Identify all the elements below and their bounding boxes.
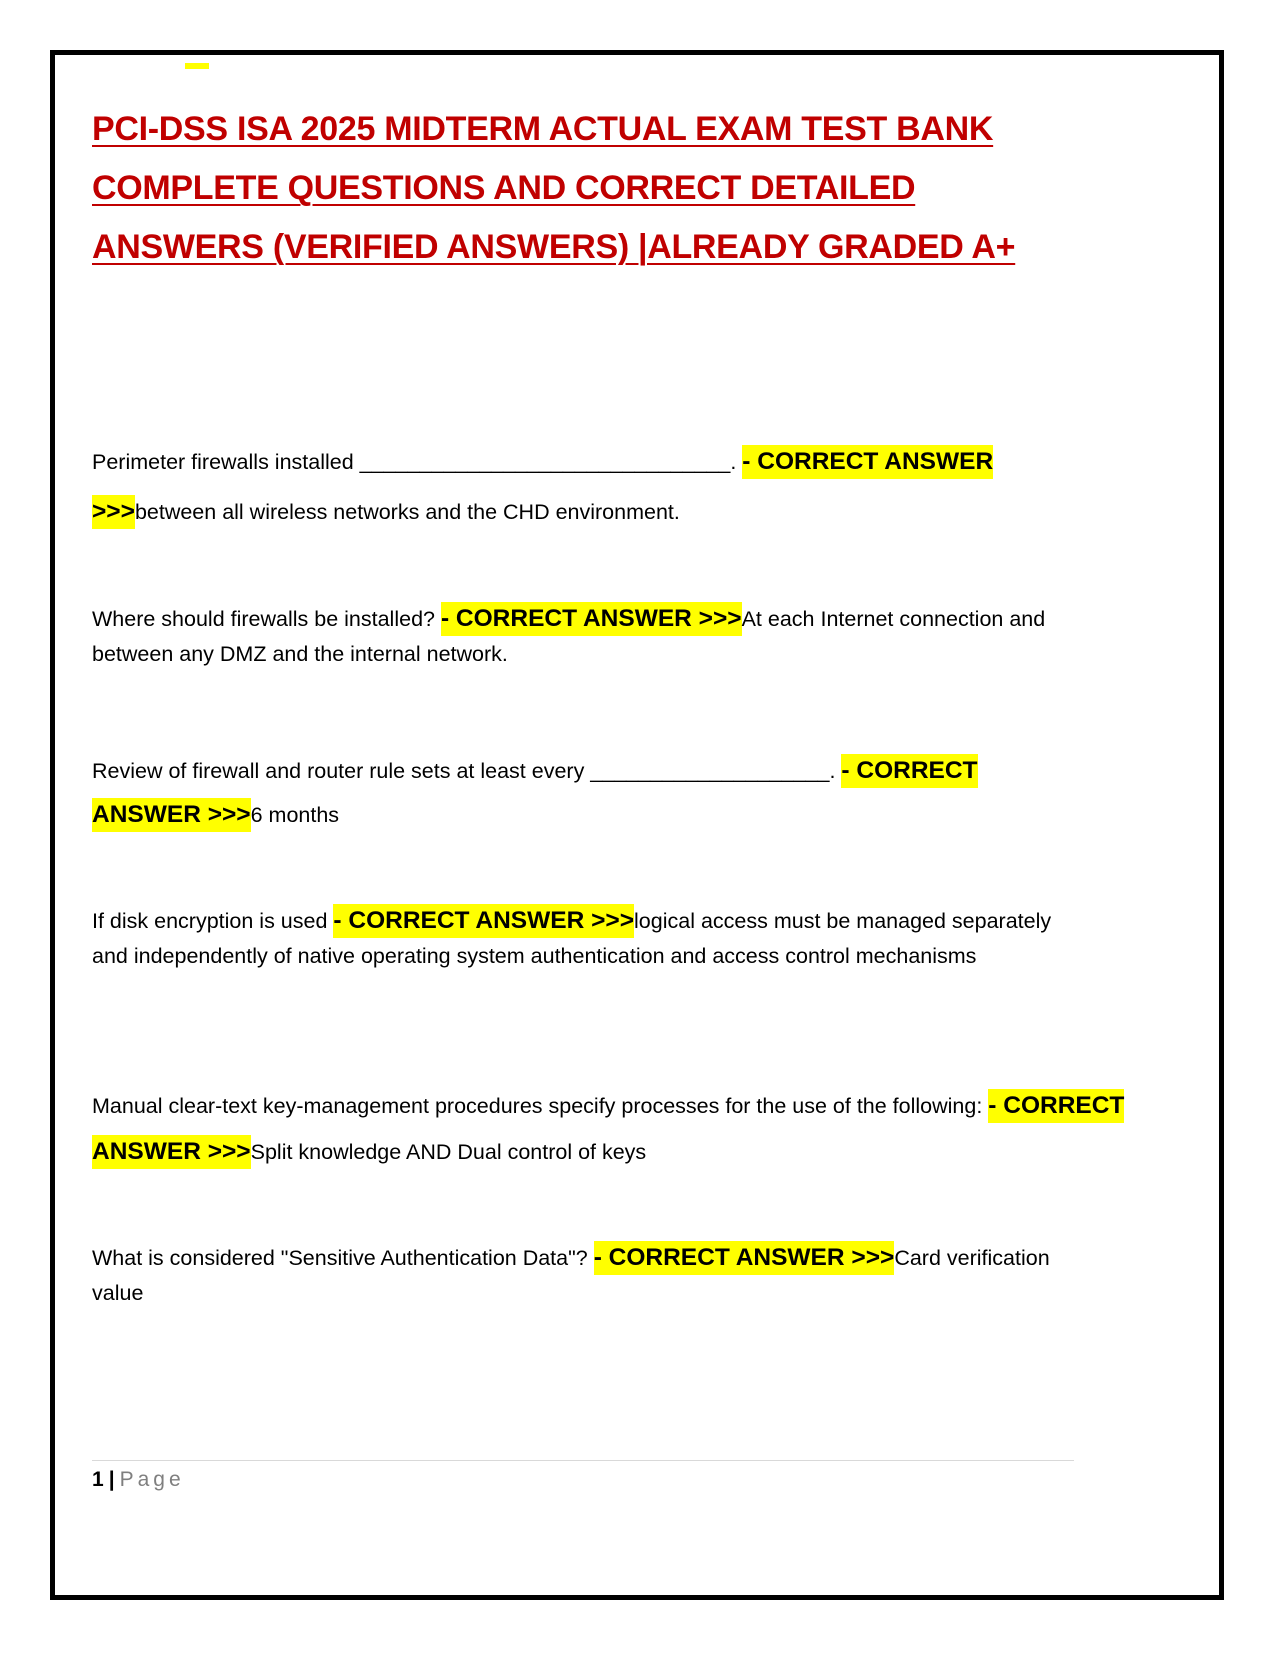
question-text: What is considered "Sensitive Authentication Data"? [92, 1246, 588, 1270]
question-text: Review of firewall and router rule sets at least every ____________________. [92, 759, 836, 783]
answer-text: between all wireless networks and the CHD environment. [134, 500, 680, 524]
footer-separator: | [108, 1468, 115, 1491]
correct-answer-marker: - CORRECT ANSWER >>> [594, 1241, 895, 1275]
footer-divider [92, 1460, 1074, 1461]
qa-item-2 [92, 601, 1092, 672]
document-title: PCI-DSS ISA 2025 MIDTERM ACTUAL EXAM TEST BANK COMPLETE QUESTIONS AND CORRECT DETAILED ANSWERS (VERIFIED ANSWERS) |ALREADY GRADED A+ [92, 110, 1016, 266]
qa-item-5 [92, 1083, 1152, 1175]
correct-answer-marker: - CORRECT ANSWER >>> [333, 904, 634, 938]
question-text: Perimeter firewalls installed _______________________________. [92, 450, 737, 474]
correct-answer-marker: - CORRECT ANSWER >>> [92, 754, 978, 832]
qa-item-4 [92, 903, 1092, 974]
qa-item-1 [92, 437, 1092, 537]
answer-text: At each Internet connection and between any DMZ and the internal network. [92, 607, 1046, 666]
correct-answer-marker: - CORRECT ANSWER >>> [441, 602, 742, 636]
qa-item-3 [92, 749, 1092, 837]
answer-text: logical access must be managed separately and independently of native operating system authentication and access control mechanisms [92, 909, 1052, 968]
question-text: Manual clear-text key-management procedures specify processes for the use of the following: [92, 1094, 983, 1118]
page-number: 1 [92, 1468, 104, 1491]
answer-text: 6 months [250, 803, 340, 827]
question-text: If disk encryption is used [92, 909, 328, 933]
question-text: Where should firewalls be installed? [92, 607, 435, 631]
page-footer [92, 1468, 185, 1492]
page-label: Page [119, 1468, 185, 1491]
qa-item-6 [92, 1240, 1092, 1311]
answer-text: Card verification value [92, 1246, 1050, 1305]
correct-answer-marker: - CORRECT ANSWER >>> [92, 1089, 1124, 1169]
correct-answer-marker: - CORRECT ANSWER >>> [92, 445, 993, 529]
answer-text: Split knowledge AND Dual control of keys [250, 1140, 647, 1164]
highlight-mark [185, 63, 209, 69]
